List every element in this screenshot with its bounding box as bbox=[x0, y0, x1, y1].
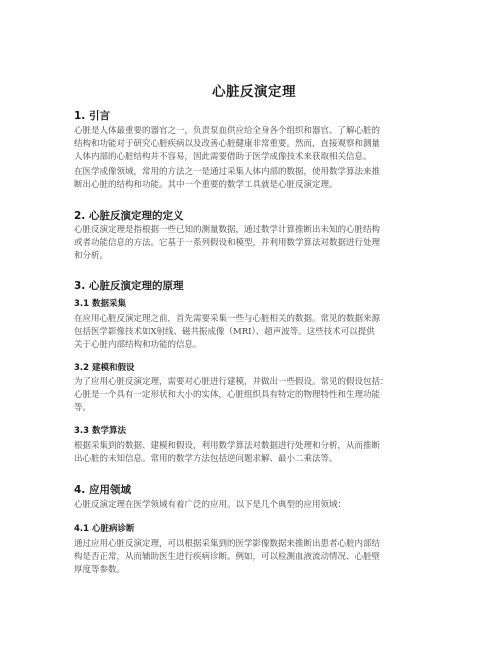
paragraph-definition: 心脏反演定理是指根据一些已知的测量数据，通过数学计算推断出未知的心脏结构 或者功能信息的方法。它基于一系列假设和模型，并利用数学算法对数据进行处理 和分析。 bbox=[74, 225, 381, 261]
subsection-heading-algorithms: 3.3 数学算法 bbox=[74, 426, 127, 436]
section-heading-applications: 4. 应用领域 bbox=[74, 484, 131, 496]
subsection-heading-modeling: 3.2 建模和假设 bbox=[74, 363, 135, 373]
paragraph-data-collection: 在应用心脏反演定理之前，首先需要采集一些与心脏相关的数据。常见的数据来源 包括医学影像技术如X射线、磁共振成像（MRI）、超声波等。这些技术可以提供 关于心脏内部结构和功能的信息。 bbox=[74, 314, 381, 350]
paragraph-diagnosis: 通过应用心脏反演定理，可以根据采集到的医学影像数据来推断出患者心脏内部结 构是否正常，从而辅助医生进行疾病诊断。例如，可以检测血液流动情况、心脏壁 厚度等参数。 bbox=[74, 539, 381, 575]
paragraph-intro-2: 在医学成像领域，常用的方法之一是通过采集人体内部的数据，使用数学算法来推 断出心脏的结构和功能。其中一个重要的数学工具就是心脏反演定理。 bbox=[74, 167, 381, 190]
section-heading-introduction: 1. 引言 bbox=[74, 110, 110, 122]
paragraph-modeling: 为了应用心脏反演定理，需要对心脏进行建模，并做出一些假设。常见的假设包括： 心脏是一个具有一定形状和大小的实体，心脏组织具有特定的物理特性和生理功能 等。 bbox=[74, 377, 389, 413]
page-title: 心脏反演定理 bbox=[212, 84, 296, 100]
section-heading-principle: 3. 心脏反演定理的原理 bbox=[74, 280, 184, 292]
subsection-heading-diagnosis: 4.1 心脏病诊断 bbox=[74, 524, 135, 534]
paragraph-intro-1: 心脏是人体最重要的器官之一，负责泵血供应给全身各个组织和器官。了解心脏的 结构和功能对于研究心脏疾病以及改善心脏健康非常重要。然而，直接观察和测量 人体内部的心脏结构并不容易，因此需要借助于医学成像技术来获取相关信息。 bbox=[74, 126, 381, 162]
paragraph-applications: 心脏反演定理在医学领域有着广泛的应用。以下是几个典型的应用领域： bbox=[74, 500, 347, 510]
section-heading-definition: 2. 心脏反演定理的定义 bbox=[74, 210, 184, 222]
subsection-heading-data-collection: 3.1 数据采集 bbox=[74, 299, 127, 309]
paragraph-algorithms: 根据采集到的数据、建模和假设，利用数学算法对数据进行处理和分析，从而推断 出心脏的未知信息。常用的数学方法包括逆问题求解、最小二乘法等。 bbox=[74, 441, 381, 464]
